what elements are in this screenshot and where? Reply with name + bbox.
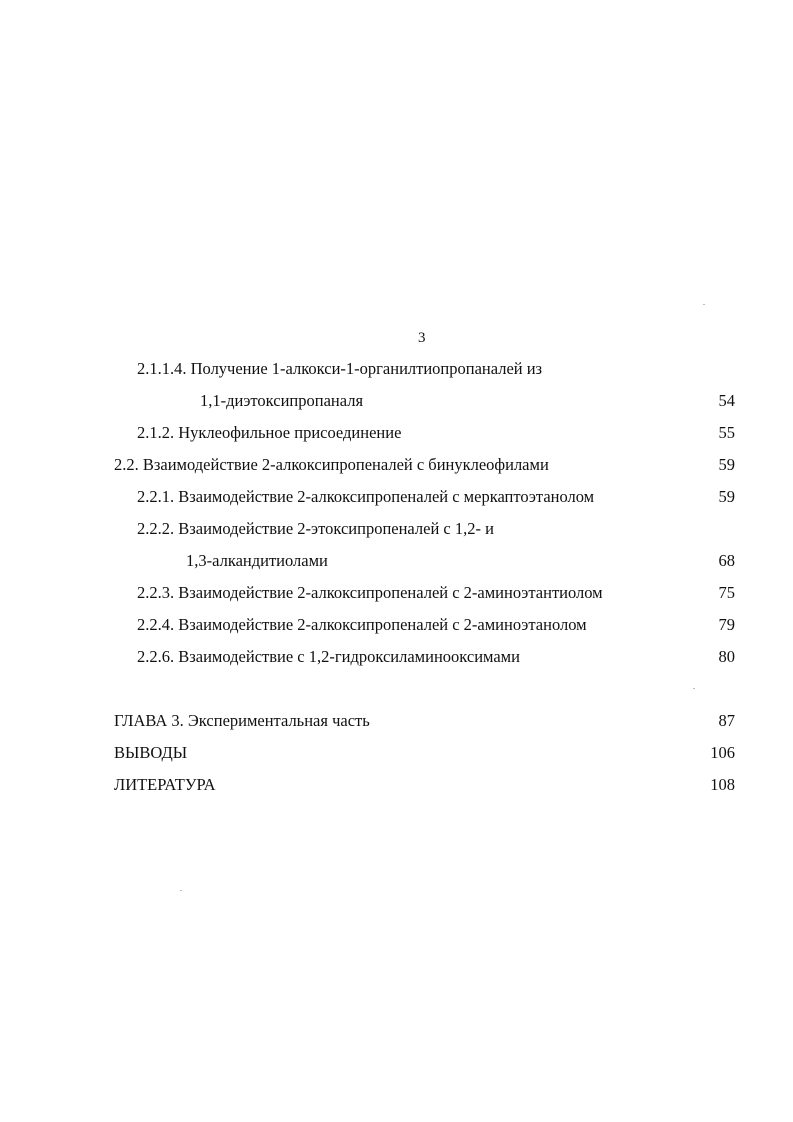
toc-entry-title: 2.2.1. Взаимодействие 2-алкоксипропеналей с меркаптоэтанолом bbox=[137, 487, 595, 506]
toc-entry bbox=[0, 422, 793, 444]
toc-entry-page: 59 bbox=[718, 455, 735, 474]
toc-entry-page: 75 bbox=[718, 583, 735, 602]
toc-entry-page: 54 bbox=[718, 391, 735, 410]
toc-entry-page: 106 bbox=[710, 743, 735, 762]
toc-entry bbox=[0, 550, 793, 572]
scan-speck bbox=[693, 688, 695, 689]
toc-entry bbox=[0, 646, 793, 668]
toc-entry-page: 80 bbox=[718, 647, 735, 666]
toc-entry-title: ЛИТЕРАТУРА bbox=[114, 775, 216, 794]
toc-entry-title: 2.2.4. Взаимодействие 2-алкоксипропеналей с 2-аминоэтанолом bbox=[137, 615, 587, 634]
toc-entry bbox=[0, 582, 793, 604]
scan-speck bbox=[180, 890, 182, 891]
toc-entry bbox=[0, 486, 793, 508]
page-number: 3 bbox=[418, 330, 426, 346]
toc-entry-title: ГЛАВА 3. Экспериментальная часть bbox=[114, 711, 370, 730]
toc-entry bbox=[0, 774, 793, 796]
toc-entry-page: 108 bbox=[710, 775, 735, 794]
toc-entry-page: 59 bbox=[718, 487, 735, 506]
toc-entry-title: 2.1.1.4. Получение 1-алкокси-1-органилтиопропаналей из bbox=[137, 359, 543, 378]
toc-entry-page: 68 bbox=[718, 551, 735, 570]
toc-entry bbox=[0, 710, 793, 732]
toc-entry-title: 2.2. Взаимодействие 2-алкоксипропеналей с бинуклеофилами bbox=[114, 455, 549, 474]
toc-entry bbox=[0, 358, 793, 380]
toc-entry-title: 1,3-алкандитиолами bbox=[186, 551, 328, 570]
toc-entry bbox=[0, 518, 793, 540]
toc-entry-page: 79 bbox=[718, 615, 735, 634]
toc-entry bbox=[0, 390, 793, 412]
toc-entry bbox=[0, 614, 793, 636]
toc-entry-title: 1,1-диэтоксипропаналя bbox=[200, 391, 364, 410]
toc-entry bbox=[0, 742, 793, 764]
scan-speck bbox=[703, 304, 705, 305]
toc-entry-page: 87 bbox=[718, 711, 735, 730]
toc-entry-title: 2.2.2. Взаимодействие 2-этоксипропеналей с 1,2- и bbox=[137, 519, 494, 538]
toc-entry-title: ВЫВОДЫ bbox=[114, 743, 188, 762]
toc-entry-title: 2.2.6. Взаимодействие с 1,2-гидроксиламинооксимами bbox=[137, 647, 520, 666]
toc-entry-page: 55 bbox=[718, 423, 735, 442]
toc-entry bbox=[0, 454, 793, 476]
toc-entry-title: 2.1.2. Нуклеофильное присоединение bbox=[137, 423, 402, 442]
toc-entry-title: 2.2.3. Взаимодействие 2-алкоксипропеналей с 2-аминоэтантиолом bbox=[137, 583, 603, 602]
